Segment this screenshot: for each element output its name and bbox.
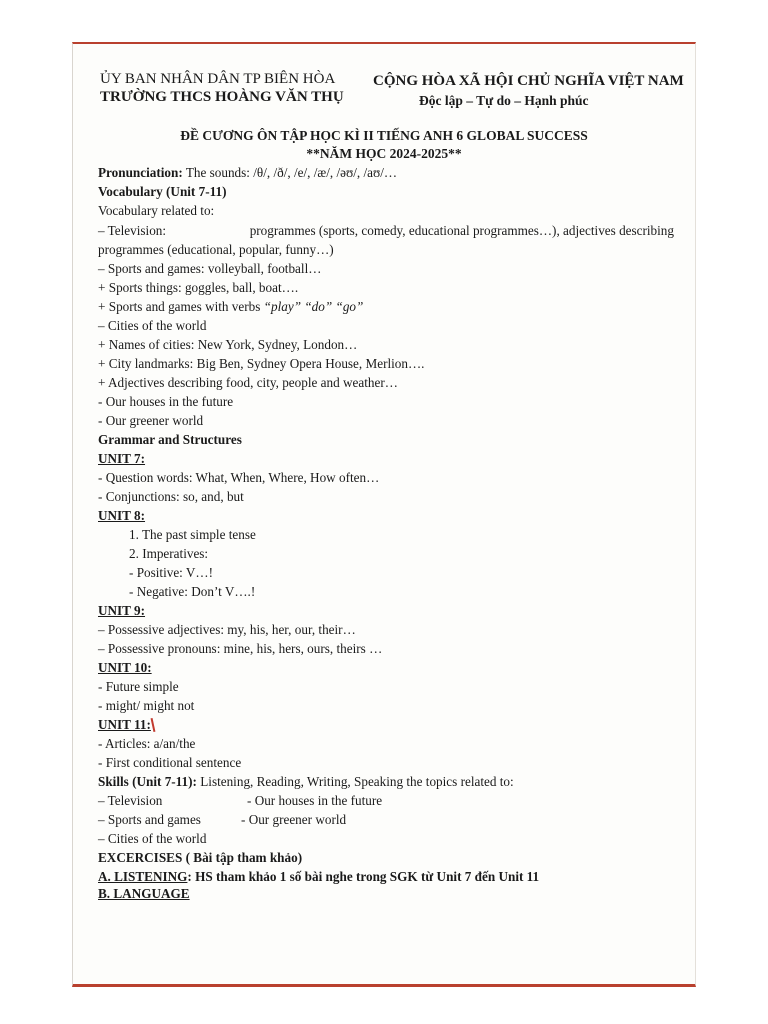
skills-topic: – Television — [98, 793, 163, 808]
unit11-item: - Articles: a/an/the — [98, 736, 196, 751]
vocab-verbs-prefix: + Sports and games with verbs — [98, 299, 264, 314]
header-left-line2: TRƯỜNG THCS HOÀNG VĂN THỤ — [100, 89, 344, 105]
vocab-cities: – Cities of the world — [98, 318, 207, 333]
unit8-item: - Negative: Don’t V….! — [129, 584, 256, 599]
unit9-item: – Possessive adjectives: my, his, her, our, their… — [98, 622, 356, 637]
listening-line — [98, 868, 539, 886]
pronunciation-line — [98, 164, 397, 182]
unit9-item: – Possessive pronouns: mine, his, hers, ours, theirs … — [98, 641, 383, 656]
skills-text: Listening, Reading, Writing, Speaking the topics related to: — [196, 774, 514, 789]
unit7-item: - Conjunctions: so, and, but — [98, 489, 244, 504]
pen-mark — [151, 718, 156, 732]
document-page — [72, 42, 696, 987]
vocabulary-heading: Vocabulary (Unit 7-11) — [98, 184, 227, 199]
vocab-houses: - Our houses in the future — [98, 394, 234, 409]
skills-topic: - Our houses in the future — [247, 793, 383, 808]
header-right-line1: CỘNG HÒA XÃ HỘI CHỦ NGHĨA VIỆT NAM — [373, 73, 684, 89]
vocab-adjectives: + Adjectives describing food, city, people and weather… — [98, 375, 398, 390]
unit11-title: UNIT 11: — [98, 717, 151, 732]
language-heading: B. LANGUAGE — [98, 886, 190, 901]
vocab-verbs-line — [98, 298, 363, 316]
television-line2: programmes (educational, popular, funny…) — [98, 242, 334, 257]
vocab-verbs-words: “play” “do” “go” — [263, 299, 364, 314]
pronunciation-text: The sounds: /θ/, /ð/, /e/, /æ/, /əʊ/, /aʊ/… — [182, 165, 398, 180]
exercises-heading: EXCERCISES ( Bài tập tham khảo) — [98, 850, 303, 865]
listening-text: : HS tham khảo 1 số bài nghe trong SGK từ Unit 7 đến Unit 11 — [187, 869, 540, 884]
television-text: programmes (sports, comedy, educational programmes…), adjectives describing — [249, 223, 674, 238]
vocab-sports: – Sports and games: volleyball, football… — [98, 261, 322, 276]
vocabulary-intro: Vocabulary related to: — [98, 203, 215, 218]
unit8-item: 1. The past simple tense — [129, 527, 256, 542]
header-left-line1: ỦY BAN NHÂN DÂN TP BIÊN HÒA — [100, 71, 336, 87]
skills-label: Skills (Unit 7-11): — [98, 774, 197, 789]
skills-topic: - Our greener world — [241, 812, 347, 827]
vocab-landmarks: + City landmarks: Big Ben, Sydney Opera House, Merlion…. — [98, 356, 425, 371]
unit7-item: - Question words: What, When, Where, How often… — [98, 470, 380, 485]
skills-line — [98, 773, 514, 791]
unit8-item: 2. Imperatives: — [129, 546, 209, 561]
pronunciation-label: Pronunciation: — [98, 165, 183, 180]
unit10-item: - Future simple — [98, 679, 179, 694]
vocab-sports-things: + Sports things: goggles, ball, boat…. — [98, 280, 299, 295]
header-right-line2: Độc lập – Tự do – Hạnh phúc — [419, 93, 589, 108]
unit7-title: UNIT 7: — [98, 451, 146, 466]
unit11-item: - First conditional sentence — [98, 755, 242, 770]
unit9-title: UNIT 9: — [98, 603, 146, 618]
page-title: ĐỀ CƯƠNG ÔN TẬP HỌC KÌ II TIẾNG ANH 6 GLOBAL SUCCESS — [180, 128, 588, 143]
page-subtitle: **NĂM HỌC 2024-2025** — [306, 146, 462, 161]
vocab-greener: - Our greener world — [98, 413, 204, 428]
unit10-item: - might/ might not — [98, 698, 195, 713]
grammar-heading: Grammar and Structures — [98, 432, 242, 447]
unit8-title: UNIT 8: — [98, 508, 146, 523]
television-label: – Television: — [98, 223, 167, 238]
unit10-title: UNIT 10: — [98, 660, 152, 675]
skills-topic: – Sports and games — [98, 812, 201, 827]
unit8-item: - Positive: V…! — [129, 565, 214, 580]
television-line — [98, 222, 674, 240]
skills-topic: – Cities of the world — [98, 831, 207, 846]
listening-label: A. LISTENING — [98, 869, 188, 884]
vocab-city-names: + Names of cities: New York, Sydney, London… — [98, 337, 358, 352]
